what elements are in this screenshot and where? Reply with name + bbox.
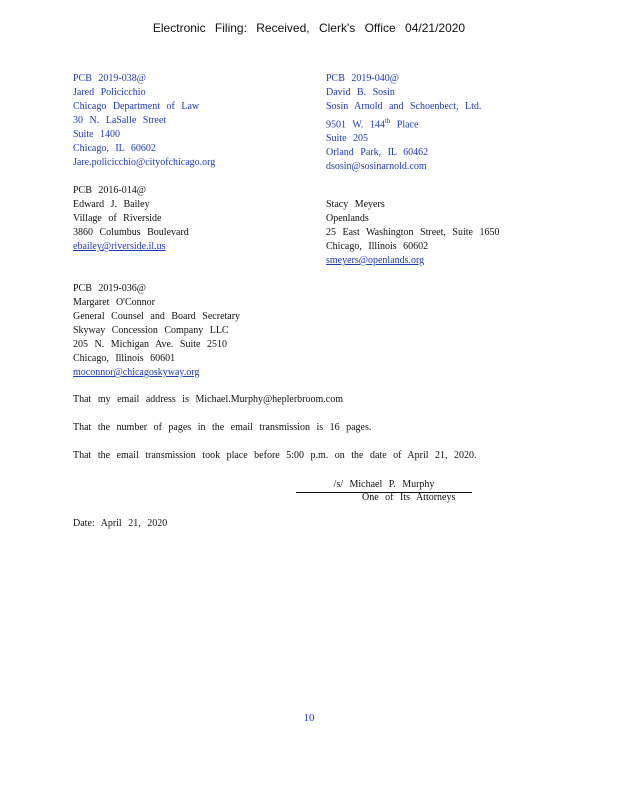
service-entry-bailey	[73, 184, 189, 254]
page-number: 10	[303, 712, 315, 724]
efiling-header: Electronic Filing: Received, Clerk's Office 04/21/2020	[152, 21, 466, 35]
email-link[interactable]: ebailey@riverside.il.us	[73, 241, 166, 252]
date-line: Date: April 21, 2020	[73, 518, 168, 529]
email-link[interactable]: moconnor@chicagoskyway.org	[73, 367, 200, 378]
contact-title: General Counsel and Board Secretary	[73, 311, 241, 322]
organization: Openlands	[326, 213, 369, 224]
organization: Chicago Department of Law	[73, 101, 200, 112]
address-suite: Suite 205	[326, 133, 369, 145]
address-street: 9501 W. 144th Place	[326, 117, 419, 131]
service-entry-sosin	[326, 72, 481, 174]
address-city: Chicago, IL 60602	[73, 143, 156, 154]
signature-title: One of Its Attorneys	[362, 492, 456, 503]
service-entry-policicchio	[73, 72, 215, 170]
statement-transmission-time: That the email transmission took place before 5:00 p.m. on the date of April 21, 2020.	[73, 450, 477, 461]
organization: Skyway Concession Company LLC	[73, 325, 229, 336]
email-address[interactable]: dsosin@sosinarnold.com	[326, 161, 427, 173]
case-number: PCB 2016-014@	[73, 185, 146, 196]
email-address[interactable]: Jare.policicchio@cityofchicago.org	[73, 157, 216, 168]
statement-email-address: That my email address is Michael.Murphy@heplerbroom.com	[73, 394, 343, 405]
address-city: Chicago, Illinois 60601	[73, 353, 176, 364]
service-entry-meyers	[326, 198, 499, 268]
contact-name: Edward J. Bailey	[73, 199, 150, 210]
organization: Sosin Arnold and Schoenbect, Ltd.	[326, 101, 482, 112]
contact-name: David B. Sosin	[326, 87, 395, 98]
case-number: PCB 2019-038@	[73, 73, 146, 84]
case-number: PCB 2019-040@	[326, 73, 399, 84]
address-city: Orland Park, IL 60462	[326, 147, 429, 159]
address-street: 3860 Columbus Boulevard	[73, 227, 189, 238]
address-street: 25 East Washington Street, Suite 1650	[326, 227, 500, 238]
contact-name: Stacy Meyers	[326, 199, 385, 210]
address-street: 30 N. LaSalle Street	[73, 115, 167, 126]
statement-page-count: That the number of pages in the email transmission is 16 pages.	[73, 422, 372, 433]
address-city: Chicago, Illinois 60602	[326, 241, 429, 252]
address-suite: Suite 1400	[73, 129, 121, 140]
address-street: 205 N. Michigan Ave. Suite 2510	[73, 339, 227, 350]
contact-name: Jared Policicchio	[73, 87, 146, 98]
email-link[interactable]: smeyers@openlands.org	[326, 255, 425, 266]
organization: Village of Riverside	[73, 213, 162, 224]
case-number: PCB 2019-036@	[73, 283, 146, 294]
contact-name: Margaret O'Connor	[73, 297, 155, 308]
service-entry-oconnor	[73, 282, 240, 380]
signature-name: /s/ Michael P. Murphy	[296, 478, 472, 493]
